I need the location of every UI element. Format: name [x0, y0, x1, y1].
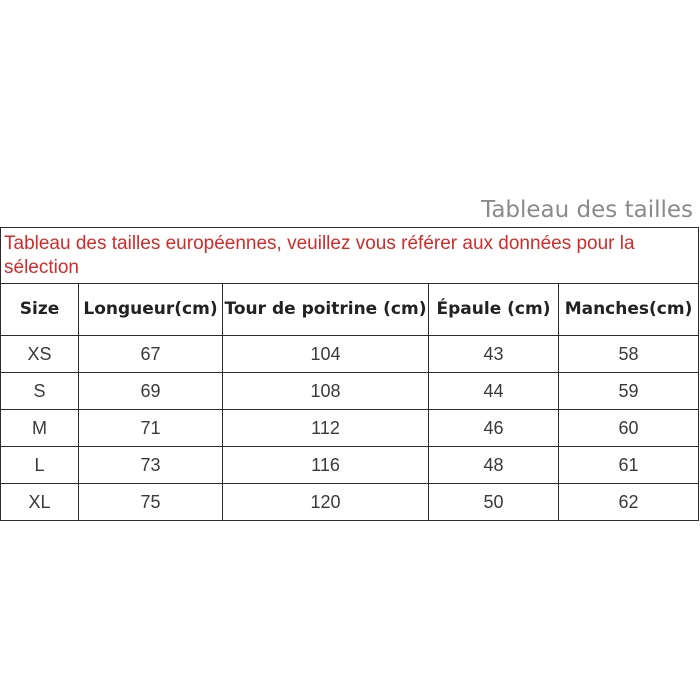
cell-size: M — [1, 410, 79, 447]
header-manches: Manches(cm) — [559, 284, 699, 336]
header-tour-de-poitrine: Tour de poitrine (cm) — [223, 284, 429, 336]
european-size-note: Tableau des tailles européennes, veuillez vous référer aux données pour la sélection — [1, 228, 699, 284]
header-epaule: Épaule (cm) — [429, 284, 559, 336]
cell-epaule: 44 — [429, 373, 559, 410]
cell-longueur: 73 — [79, 447, 223, 484]
cell-size: S — [1, 373, 79, 410]
size-chart-title: Tableau des tailles — [481, 197, 693, 223]
cell-manches: 61 — [559, 447, 699, 484]
cell-tour-de-poitrine: 116 — [223, 447, 429, 484]
table-row — [1, 484, 699, 521]
cell-manches: 58 — [559, 336, 699, 373]
cell-tour-de-poitrine: 104 — [223, 336, 429, 373]
cell-size: XL — [1, 484, 79, 521]
cell-manches: 60 — [559, 410, 699, 447]
cell-epaule: 43 — [429, 336, 559, 373]
cell-manches: 62 — [559, 484, 699, 521]
table-row — [1, 447, 699, 484]
table-row — [1, 373, 699, 410]
cell-longueur: 69 — [79, 373, 223, 410]
size-chart-table — [0, 227, 699, 521]
cell-size: L — [1, 447, 79, 484]
cell-tour-de-poitrine: 108 — [223, 373, 429, 410]
cell-size: XS — [1, 336, 79, 373]
cell-manches: 59 — [559, 373, 699, 410]
cell-epaule: 48 — [429, 447, 559, 484]
note-row — [1, 228, 699, 284]
cell-tour-de-poitrine: 112 — [223, 410, 429, 447]
table-row — [1, 336, 699, 373]
cell-epaule: 50 — [429, 484, 559, 521]
table-row — [1, 410, 699, 447]
cell-longueur: 71 — [79, 410, 223, 447]
header-size: Size — [1, 284, 79, 336]
header-longueur: Longueur(cm) — [79, 284, 223, 336]
cell-longueur: 67 — [79, 336, 223, 373]
cell-longueur: 75 — [79, 484, 223, 521]
cell-tour-de-poitrine: 120 — [223, 484, 429, 521]
cell-epaule: 46 — [429, 410, 559, 447]
header-row — [1, 284, 699, 336]
